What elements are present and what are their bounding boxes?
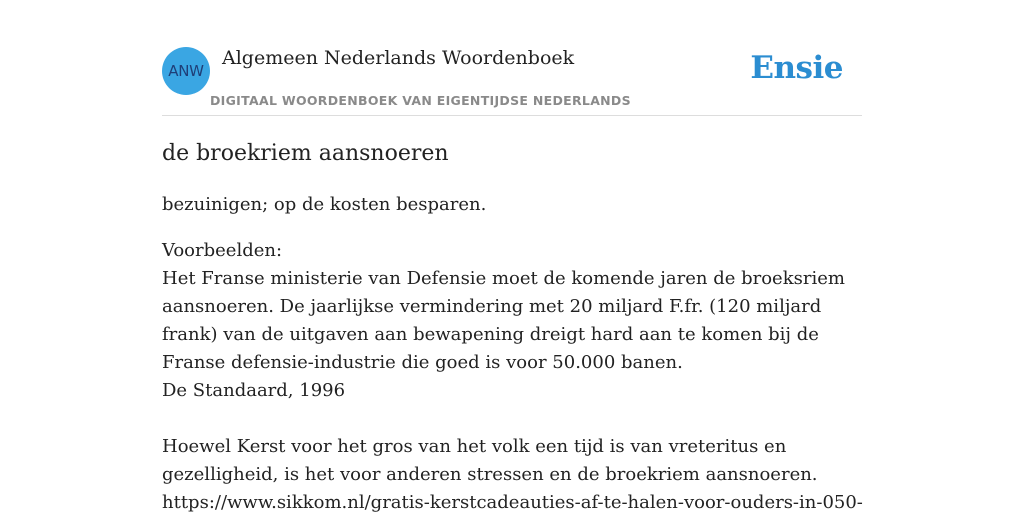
examples-section (162, 237, 864, 512)
ensie-brand-logo[interactable]: Ensie (750, 50, 843, 86)
example-spacer (162, 405, 864, 433)
entry-headword: de broekriem aansnoeren (162, 141, 449, 166)
entry-definition: bezuinigen; op de kosten besparen. (162, 194, 487, 215)
anw-logo-text: ANW (168, 62, 204, 80)
example-text: Het Franse ministerie van Defensie moet de komende jaren de broeksriem aansnoeren. De jaarlijkse vermindering met 20 miljard F.fr. (120 miljard frank) van de uitgaven aan bewapening dreigt hard aan te komen bij de Franse defensie-industrie die goed is voor 50.000 banen. (162, 268, 845, 373)
examples-label: Voorbeelden: (162, 240, 283, 261)
header-divider (162, 115, 862, 116)
entry-content (162, 139, 864, 512)
example-source-link[interactable]: https://www.sikkom.nl/gratis-kerstcadeauties-af-te-halen-voor-ouders-in-050- (162, 492, 863, 512)
example-source: De Standaard, 1996 (162, 380, 346, 401)
site-title[interactable]: Algemeen Nederlands Woordenboek (222, 47, 575, 69)
example-text: Hoewel Kerst voor het gros van het volk een tijd is van vreteritus en gezelligheid, is het voor anderen stressen en de broekriem aansnoeren. (162, 436, 818, 485)
anw-logo[interactable] (162, 47, 210, 95)
site-subtitle: DIGITAAL WOORDENBOEK VAN EIGENTIJDSE NEDERLANDS (210, 93, 631, 108)
